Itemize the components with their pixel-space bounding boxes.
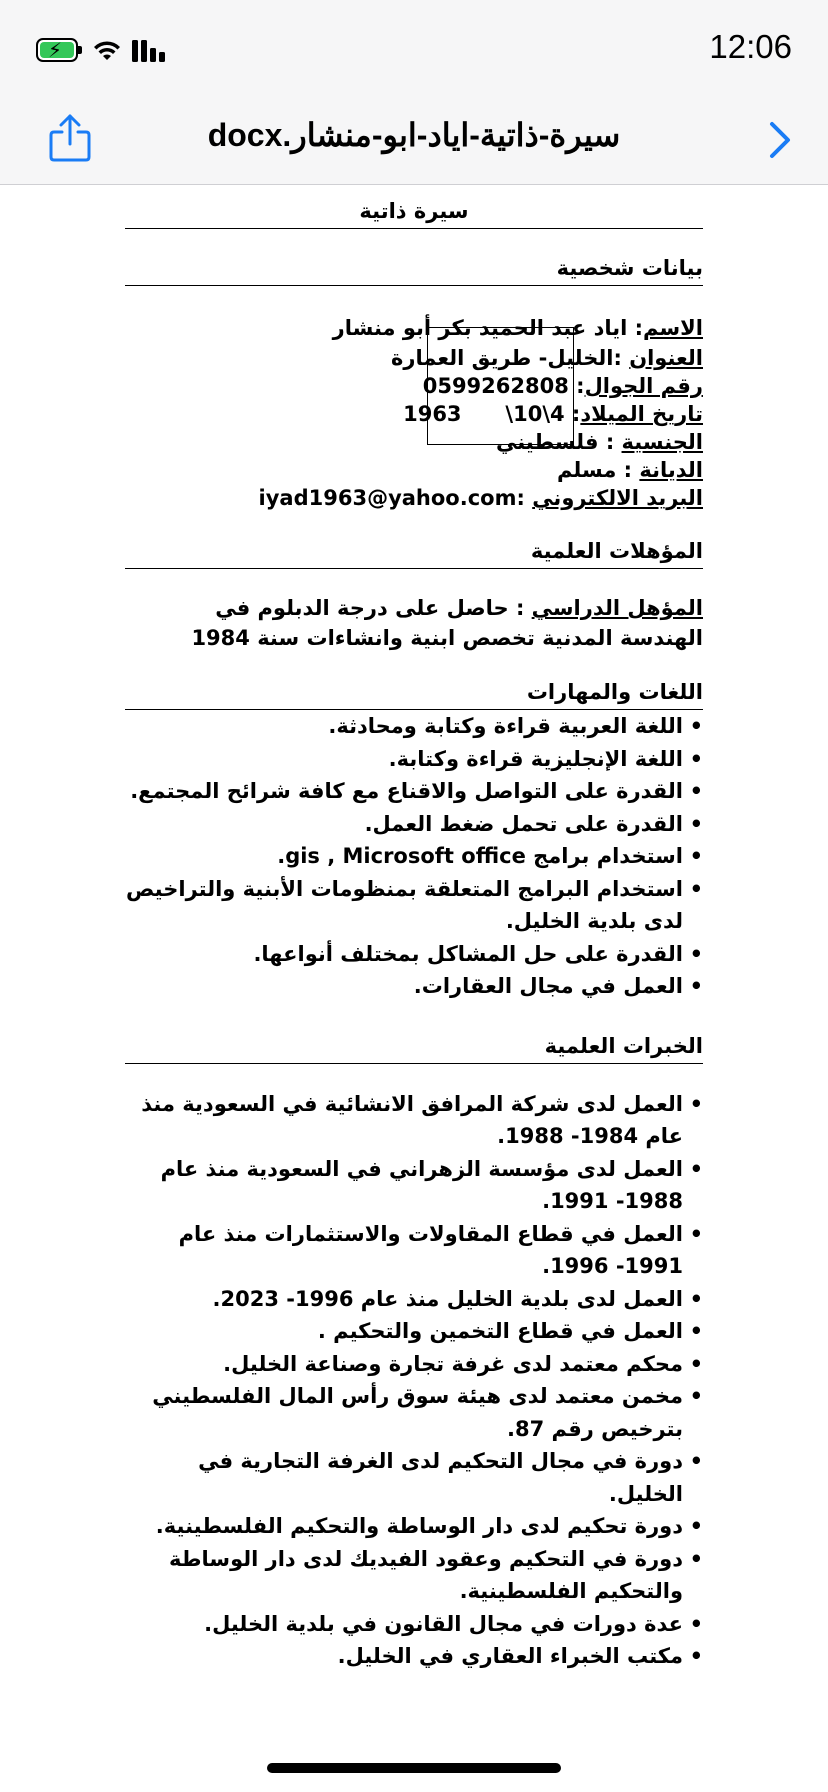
- birth-label: تاريخ الميلاد: [580, 402, 703, 426]
- phone-line: [125, 372, 703, 400]
- home-indicator: [267, 1763, 561, 1773]
- bullet-icon: •: [689, 974, 703, 998]
- skills-list: [125, 710, 703, 1003]
- list-item-text: اللغة الإنجليزية قراءة وكتابة.: [388, 746, 683, 771]
- wifi-icon: [92, 38, 122, 62]
- bullet-icon: •: [689, 1156, 703, 1181]
- list-item: [125, 1510, 703, 1543]
- list-item-text: عدة دورات في مجال القانون في بلدية الخليل.: [204, 1611, 683, 1636]
- list-item: [125, 743, 703, 776]
- religion-value: : مسلم: [556, 458, 640, 482]
- list-item-text: دورة في مجال التحكيم لدى الغرفة التجارية في الخليل.: [198, 1449, 683, 1506]
- list-item: [125, 1543, 703, 1608]
- name-line: [125, 312, 703, 344]
- list-item-text: مخمن معتمد لدى هيئة سوق رأس المال الفلسطيني بترخيص رقم 87.: [152, 1384, 683, 1441]
- list-item-text: العمل لدى مؤسسة الزهراني في السعودية منذ عام 1988- 1991.: [160, 1156, 683, 1213]
- list-item-text: استخدام البرامج المتعلقة بمنظومات الأبنية والتراخيص لدى بلدية الخليل.: [126, 876, 683, 933]
- list-item-text: دورة في التحكيم وعقود الفيديك لدى دار الوساطة والتحكيم الفلسطينية.: [169, 1546, 683, 1603]
- status-icons: [36, 34, 172, 66]
- address-line: [125, 344, 703, 372]
- bullet-icon: •: [689, 1644, 703, 1668]
- status-time: 12:06: [709, 28, 792, 65]
- list-item: [125, 808, 703, 841]
- list-item-text: العمل لدى بلدية الخليل منذ عام 1996- 2023.: [212, 1286, 683, 1311]
- list-item: [125, 1445, 703, 1510]
- bullet-icon: •: [689, 1546, 703, 1571]
- nationality-label: الجنسية: [621, 430, 703, 454]
- nav-bar: [0, 96, 828, 185]
- list-item: [125, 840, 703, 873]
- bullet-icon: •: [689, 1611, 703, 1636]
- share-icon[interactable]: [48, 114, 92, 162]
- birth-line: [125, 400, 703, 428]
- list-item-text: القدرة على التواصل والاقناع مع كافة شرائح المجتمع.: [130, 779, 683, 803]
- bullet-icon: •: [689, 1351, 703, 1376]
- name-value: : اياد عبد الحميد بكر أبو منشار: [332, 316, 644, 340]
- list-item: [125, 1088, 703, 1153]
- name-label: الاسم: [643, 316, 703, 340]
- bullet-icon: •: [689, 1514, 703, 1538]
- qualification-paragraph: [125, 593, 703, 653]
- document-title: سيرة-ذاتية-اياد-ابو-منشار.docx: [207, 117, 621, 153]
- document-body: [125, 184, 703, 1673]
- list-item: [125, 970, 703, 1003]
- nationality-value: : فلسطيني: [495, 430, 622, 454]
- list-item-text: مكتب الخبراء العقاري في الخليل.: [337, 1644, 683, 1668]
- list-item-text: العمل في قطاع المقاولات والاستثمارات منذ عام 1991- 1996.: [178, 1221, 683, 1278]
- list-item: [125, 1348, 703, 1381]
- email-line: [125, 484, 703, 512]
- bullet-icon: •: [689, 1286, 703, 1311]
- bullet-icon: •: [689, 1319, 703, 1343]
- address-label: العنوان: [629, 346, 703, 370]
- bullet-icon: •: [689, 779, 703, 803]
- qualification-text: : حاصل على درجة الدبلوم في الهندسة المدنية تخصص ابنية وانشاءات سنة 1984: [191, 596, 703, 650]
- bullet-icon: •: [689, 1449, 703, 1473]
- list-item-text: العمل لدى شركة المرافق الانشائية في السعودية منذ عام 1984- 1988.: [141, 1091, 683, 1148]
- status-bar: [0, 0, 828, 96]
- bullet-icon: •: [689, 941, 703, 966]
- list-item: [125, 1153, 703, 1218]
- address-value: :الخليل- طريق العمارة: [390, 346, 630, 370]
- phone-value: : 0599262808: [422, 374, 585, 398]
- list-item: [125, 873, 703, 938]
- email-label: البريد الالكتروني: [532, 486, 703, 510]
- list-item: [125, 1608, 703, 1641]
- bullet-icon: •: [689, 844, 703, 868]
- list-item-text: محكم معتمد لدى غرفة تجارة وصناعة الخليل.: [223, 1351, 683, 1376]
- nationality-line: [125, 428, 703, 456]
- bullet-icon: •: [689, 1091, 703, 1116]
- personal-heading: بيانات شخصية: [125, 251, 703, 286]
- bullet-icon: •: [689, 876, 703, 901]
- birth-value: : 4\10\ 1963: [403, 402, 581, 426]
- text-box-frame: [427, 327, 574, 445]
- bullet-icon: •: [689, 1221, 703, 1246]
- qualifications-heading: المؤهلات العلمية: [125, 534, 703, 569]
- list-item: [125, 1640, 703, 1673]
- list-item: [125, 1380, 703, 1445]
- list-item-text: اللغة العربية قراءة وكتابة ومحادثة.: [328, 714, 683, 738]
- list-item: [125, 1315, 703, 1348]
- list-item: [125, 775, 703, 808]
- chevron-right-icon[interactable]: [766, 118, 794, 162]
- list-item-text: العمل في قطاع التخمين والتحكيم .: [317, 1319, 683, 1343]
- list-item-text: العمل في مجال العقارات.: [413, 974, 683, 998]
- battery-charging-icon: ⚡: [36, 38, 82, 62]
- list-item: [125, 710, 703, 743]
- email-value: :iyad1963@yahoo.com: [258, 486, 533, 510]
- list-item-text: استخدام برامج gis , Microsoft office.: [277, 844, 683, 868]
- religion-label: الديانة: [639, 458, 703, 482]
- experience-list: [125, 1088, 703, 1673]
- list-item-text: القدرة على حل المشاكل بمختلف أنواعها.: [253, 941, 683, 966]
- list-item-text: القدرة على تحمل ضغط العمل.: [364, 811, 683, 836]
- signal-icon: [132, 38, 172, 62]
- skills-heading: اللغات والمهارات: [125, 675, 703, 710]
- bullet-icon: •: [689, 714, 703, 738]
- experience-heading: الخبرات العلمية: [125, 1029, 703, 1064]
- bullet-icon: •: [689, 1384, 703, 1408]
- list-item: [125, 938, 703, 971]
- bullet-icon: •: [689, 746, 703, 771]
- cv-title: سيرة ذاتية: [125, 184, 703, 229]
- list-item: [125, 1218, 703, 1283]
- list-item: [125, 1283, 703, 1316]
- phone-label: رقم الجوال: [584, 374, 703, 398]
- religion-line: [125, 456, 703, 484]
- list-item-text: دورة تحكيم لدى دار الوساطة والتحكيم الفلسطينية.: [155, 1514, 683, 1538]
- qualification-label: المؤهل الدراسي: [531, 596, 703, 620]
- bullet-icon: •: [689, 811, 703, 836]
